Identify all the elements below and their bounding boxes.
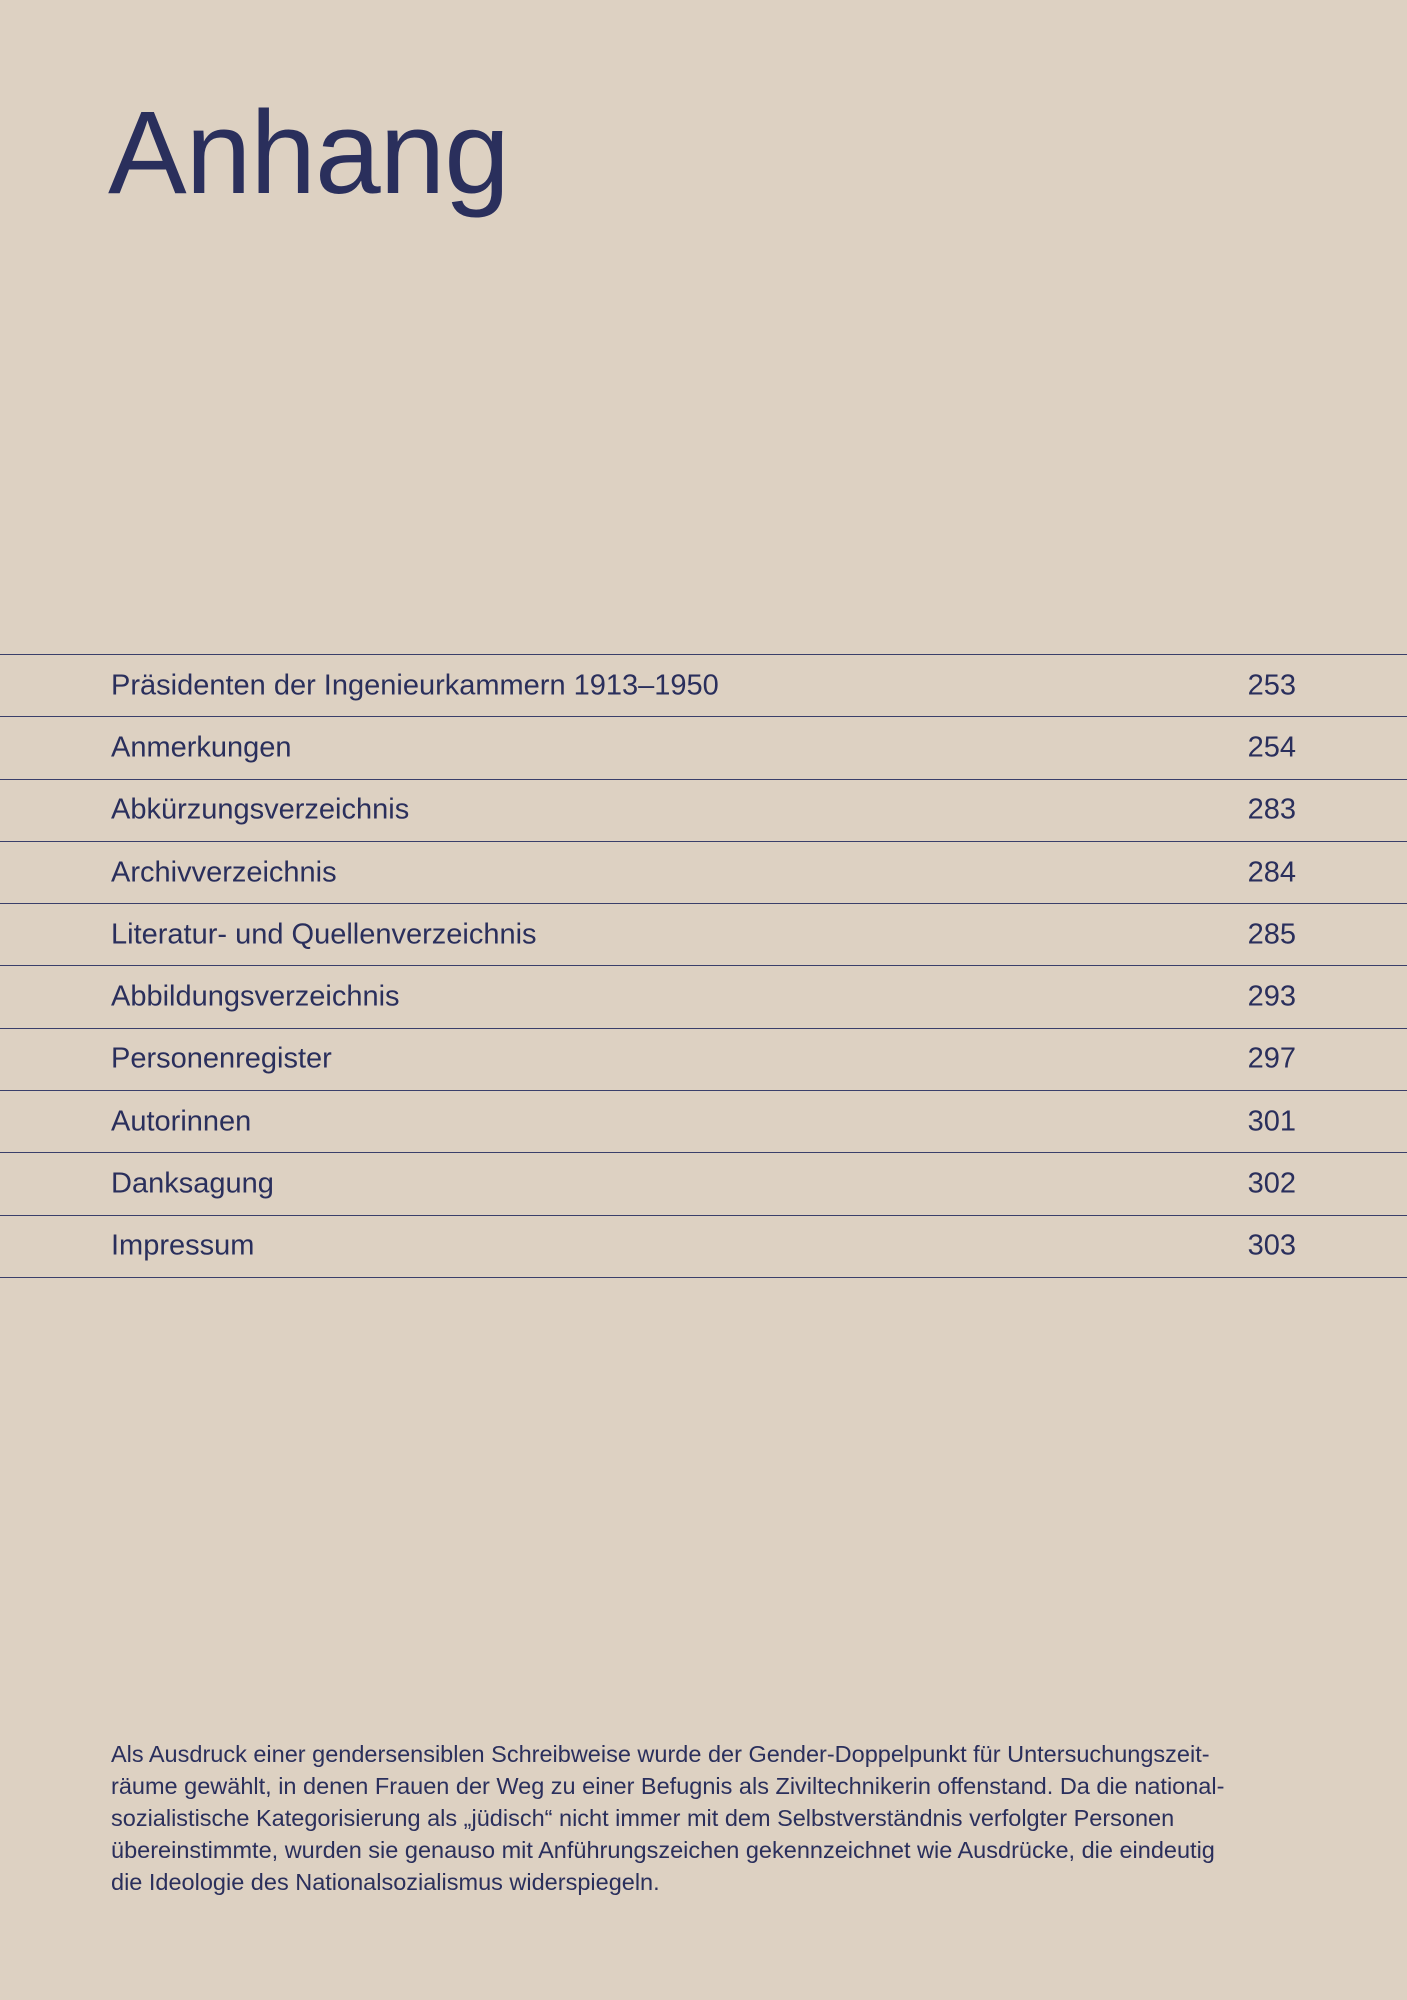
toc-label: Präsidenten der Ingenieurkammern 1913–1950 [111, 669, 719, 702]
toc-row[interactable] [0, 842, 1407, 904]
toc-page-number: 284 [1247, 856, 1296, 889]
toc-page-number: 293 [1247, 980, 1296, 1013]
toc-label: Danksagung [111, 1167, 274, 1200]
toc-page-number: 254 [1247, 731, 1296, 764]
toc-label: Impressum [111, 1229, 255, 1262]
toc-label: Anmerkungen [111, 731, 292, 764]
toc-page-number: 303 [1247, 1229, 1296, 1262]
toc-row[interactable] [0, 966, 1407, 1028]
toc-label: Autorinnen [111, 1105, 252, 1138]
toc-page-number: 253 [1247, 669, 1296, 702]
toc-label: Abbildungsverzeichnis [111, 980, 400, 1013]
toc-label: Archivverzeichnis [111, 856, 337, 889]
toc-page-number: 297 [1247, 1042, 1296, 1075]
toc-row[interactable] [0, 717, 1407, 779]
toc-row[interactable] [0, 1029, 1407, 1091]
toc-page-number: 302 [1247, 1167, 1296, 1200]
page-title: Anhang [108, 87, 509, 219]
toc-row[interactable] [0, 655, 1407, 717]
toc-row[interactable] [0, 1091, 1407, 1153]
toc-row[interactable] [0, 1153, 1407, 1215]
toc-page-number: 301 [1247, 1105, 1296, 1138]
toc-label: Literatur- und Quellenverzeichnis [111, 918, 537, 951]
toc-row[interactable] [0, 1216, 1407, 1278]
toc-page-number: 285 [1247, 918, 1296, 951]
toc-row[interactable] [0, 780, 1407, 842]
footnote-text: Als Ausdruck einer gendersensiblen Schreibweise wurde der Gender-Doppelpunkt für Untersuchungszeit- räume gewählt, in denen Frauen der Weg zu einer Befugnis als Ziviltechnikerin offenstand. Da die national- sozialistische Kategorisierung als „jüdisch“ nicht immer mit dem Selbstverständnis verfolgter Personen übereinstimmte, wurden sie genauso mit Anführungszeichen gekennzeichnet wie Ausdrücke, die eindeutig die Ideologie des Nationalsozialismus widerspiegeln. [111, 1741, 1225, 1895]
toc-label: Personenregister [111, 1042, 332, 1075]
table-of-contents [0, 654, 1407, 1278]
toc-page-number: 283 [1247, 793, 1296, 826]
toc-row[interactable] [0, 904, 1407, 966]
toc-label: Abkürzungsverzeichnis [111, 793, 410, 826]
